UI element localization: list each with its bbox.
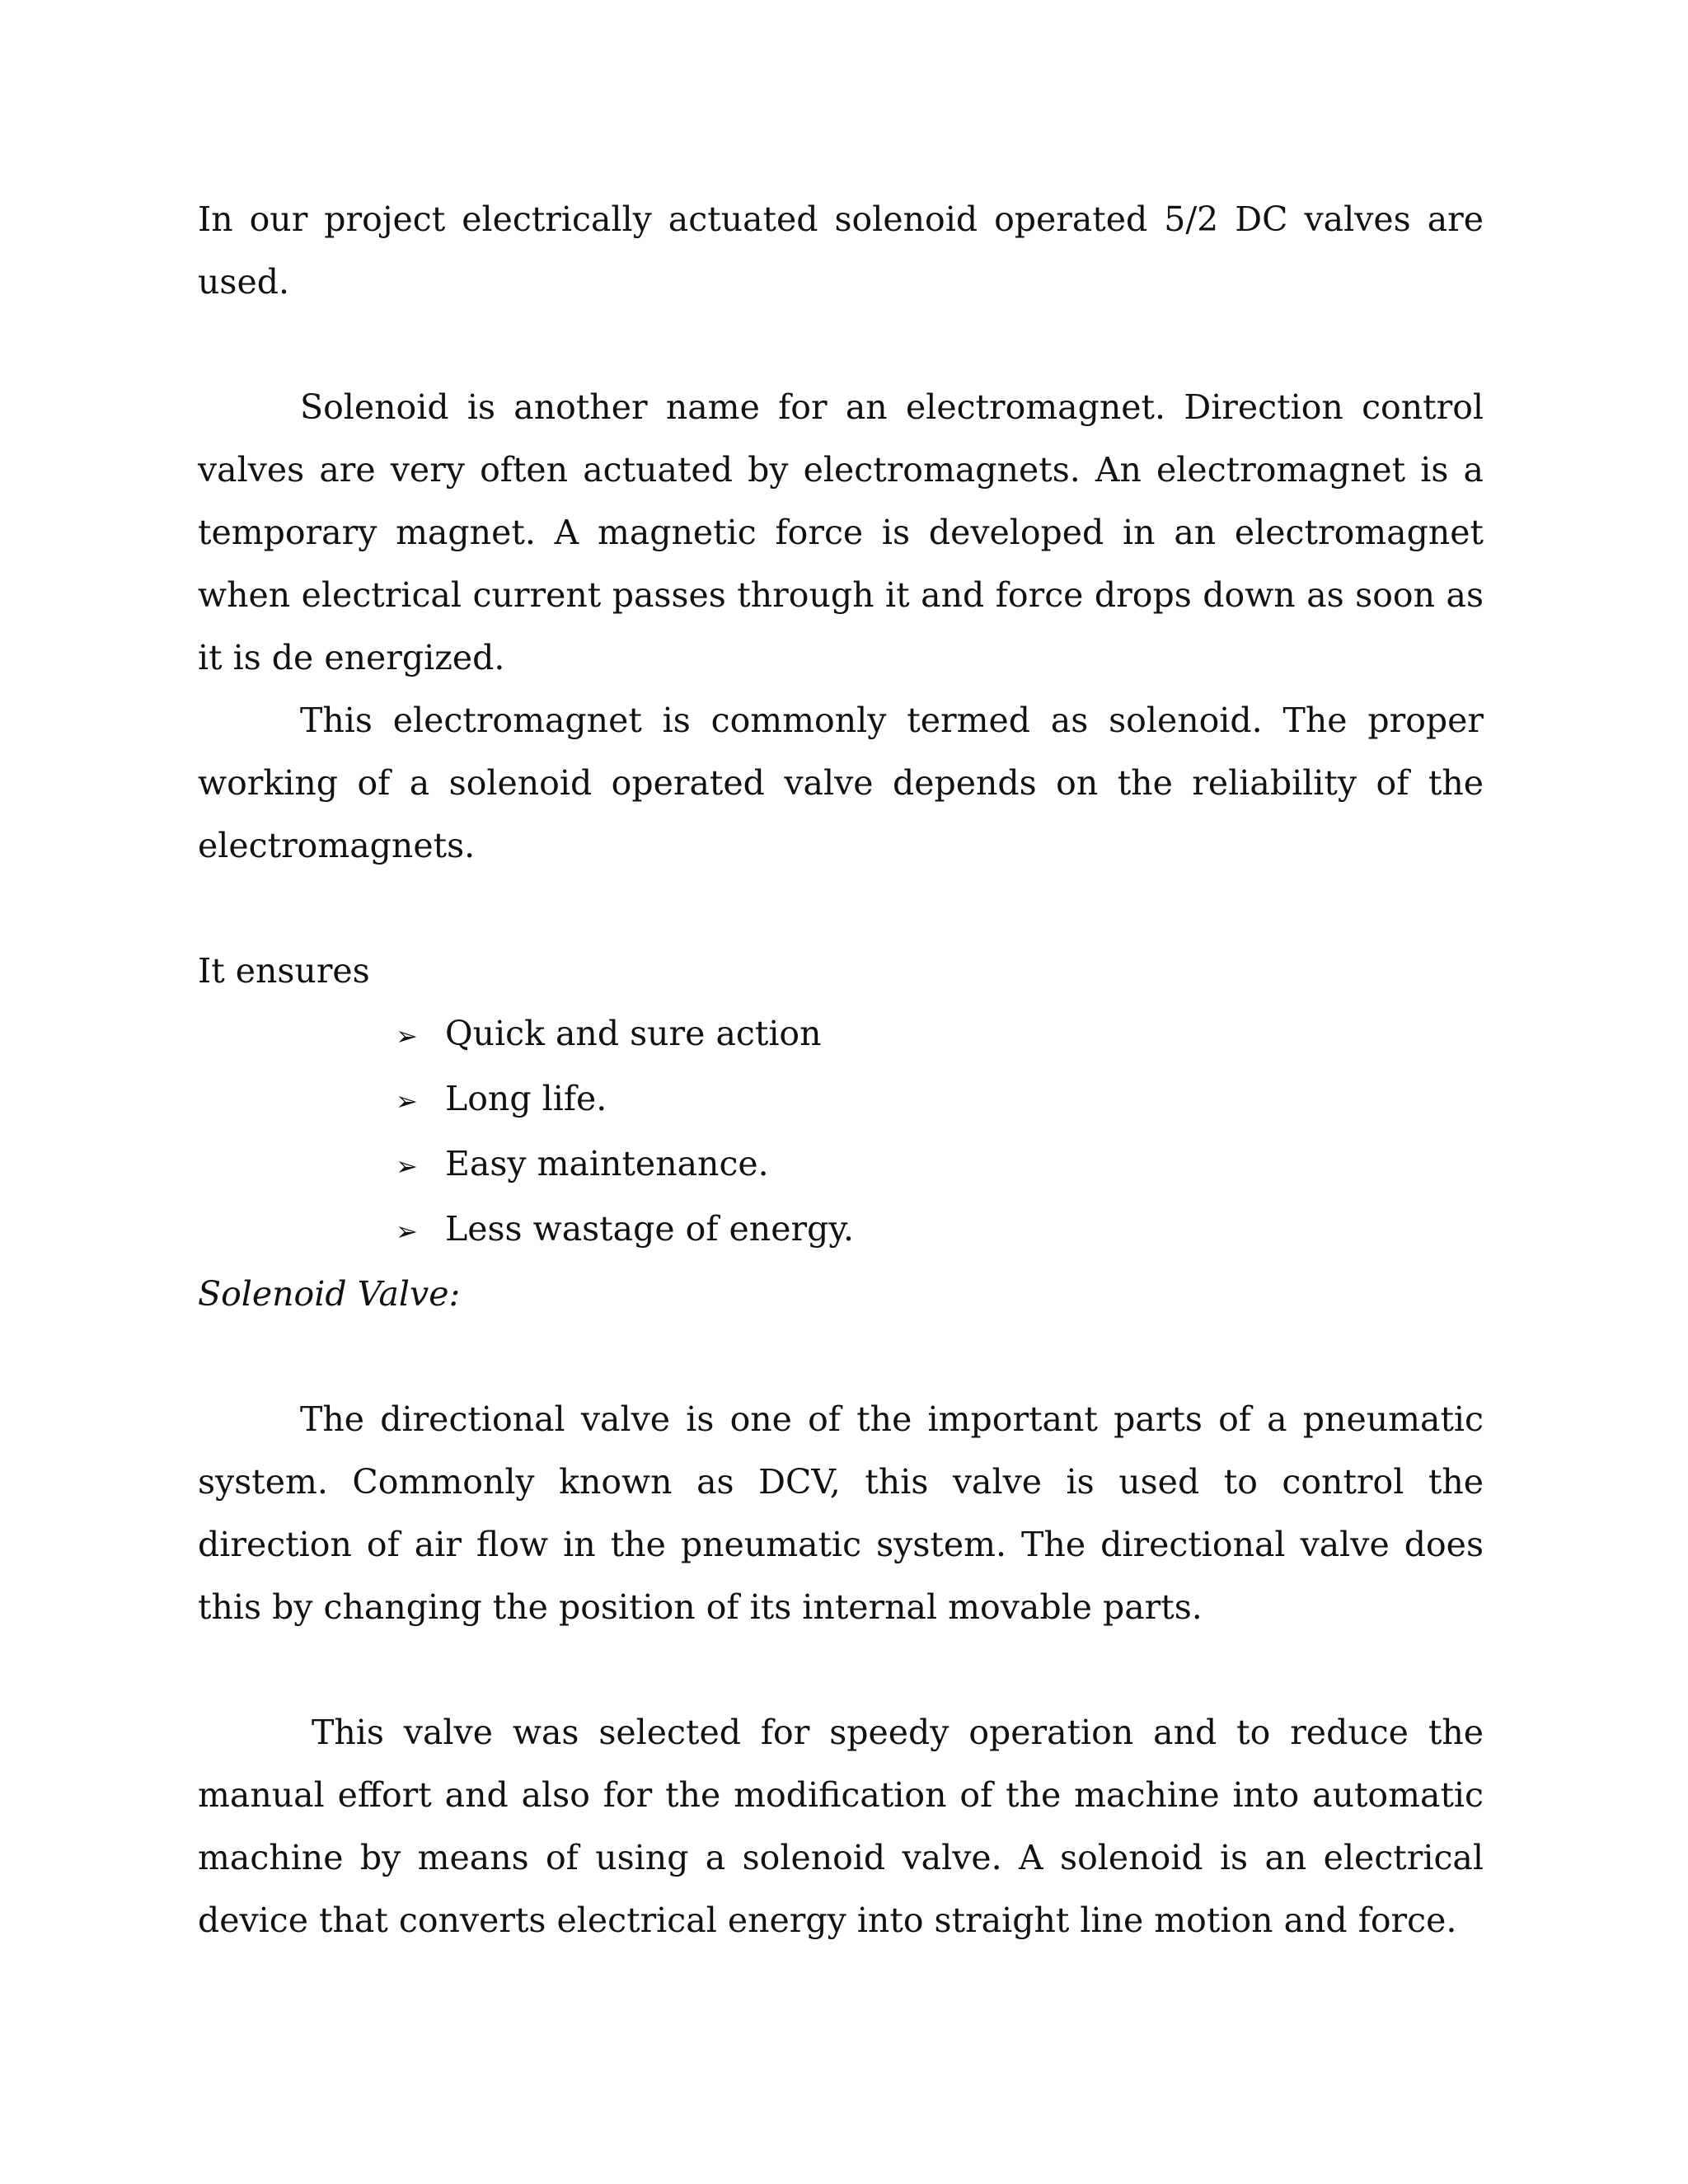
- solenoid-definition-paragraph: Solenoid is another name for an electromagnet. Direction control valves are very often actuated by electromagnets. An electromagnet is a temporary magnet. A magnetic force is developed in an electromagnet when electrical current passes through it and force drops down as soon as it is de energized.: [198, 387, 1484, 677]
- ensures-label: It ensures: [198, 951, 370, 991]
- list-item-text: Long life.: [445, 1079, 607, 1118]
- arrowhead-bullet-icon: ➢: [396, 1020, 418, 1052]
- selection-paragraph: This valve was selected for speedy operation and to reduce the manual effort and also for the modification of the machine into automatic machine by means of using a solenoid valve. A solenoid is an electrical device that converts electrical energy into straight line motion and force.: [198, 1713, 1484, 1940]
- list-item: [396, 1132, 1484, 1197]
- spacer: [198, 1638, 1484, 1701]
- arrowhead-bullet-icon: ➢: [396, 1085, 418, 1117]
- list-item: [396, 1197, 1484, 1263]
- arrowhead-bullet-icon: ➢: [396, 1216, 418, 1247]
- spacer: [198, 877, 1484, 940]
- list-item: [396, 1067, 1484, 1132]
- intro-paragraph: In our project electrically actuated solenoid operated 5/2 DC valves are used.: [198, 199, 1484, 302]
- list-item-text: Less wastage of energy.: [445, 1209, 855, 1249]
- section-heading: Solenoid Valve:: [198, 1274, 461, 1314]
- spacer: [198, 1325, 1484, 1388]
- page-content: [198, 188, 1484, 1952]
- electromagnet-paragraph: This electromagnet is commonly termed as solenoid. The proper working of a solenoid operated valve depends on the reliability of the electromagnets.: [198, 701, 1484, 865]
- list-item-text: Quick and sure action: [445, 1014, 822, 1053]
- dcv-paragraph: The directional valve is one of the important parts of a pneumatic system. Commonly known as DCV, this valve is used to control the direction of air flow in the pneumatic system. The directional valve does this by changing the position of its internal movable parts.: [198, 1399, 1484, 1627]
- ensures-list: [198, 1002, 1484, 1263]
- list-item-text: Easy maintenance.: [445, 1144, 769, 1183]
- list-item: [396, 1002, 1484, 1067]
- arrowhead-bullet-icon: ➢: [396, 1151, 418, 1182]
- spacer: [198, 313, 1484, 376]
